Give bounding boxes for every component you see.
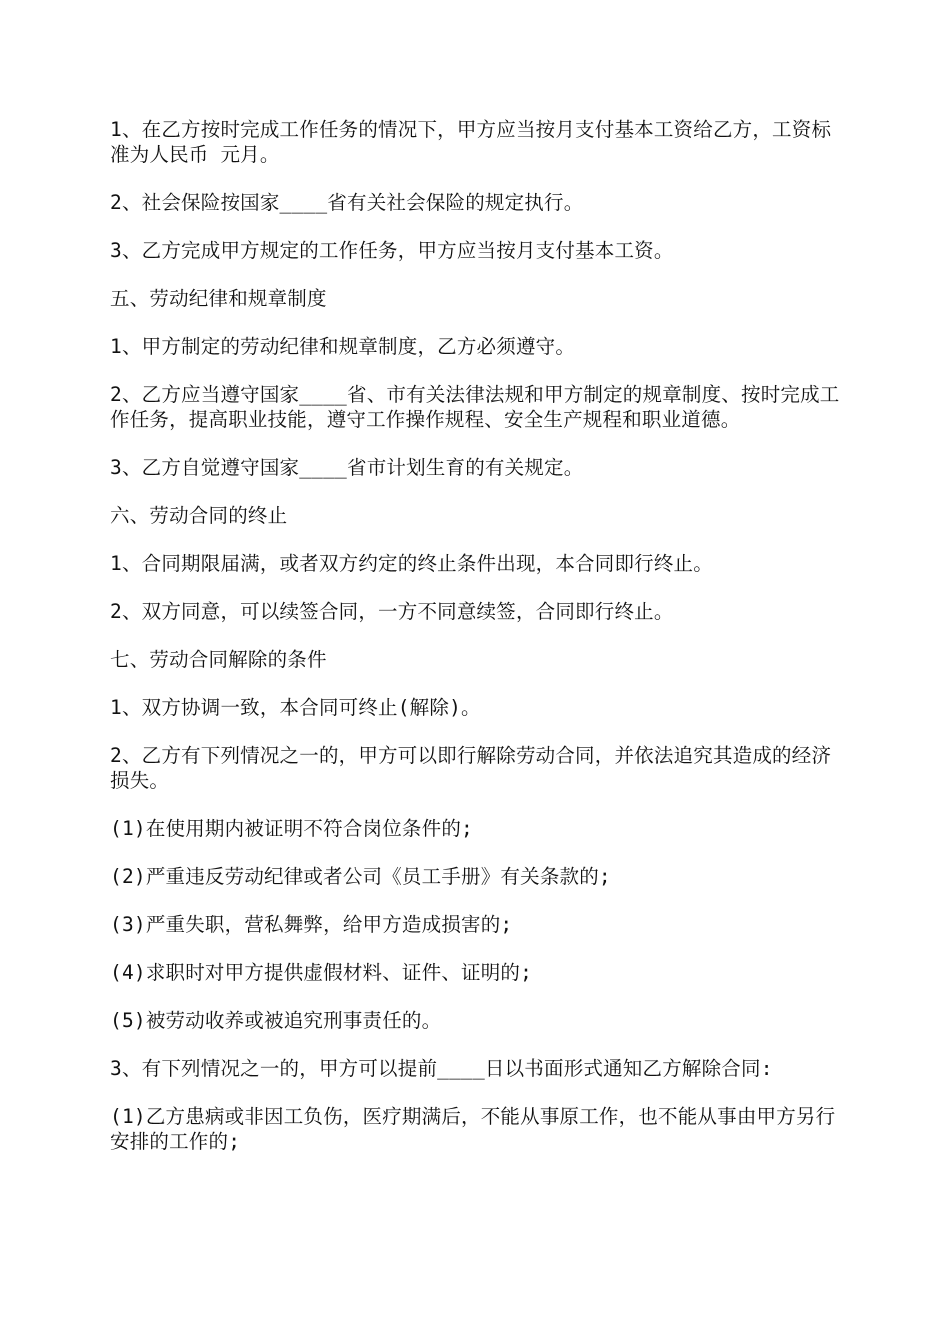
paragraph-discipline-1: 1、甲方制定的劳动纪律和规章制度，乙方必须遵守。 <box>110 335 576 358</box>
section-heading-discipline: 五、劳动纪律和规章制度 <box>110 287 327 310</box>
paragraph-termination-1: 1、合同期限届满，或者双方约定的终止条件出现，本合同即行终止。 <box>110 552 713 575</box>
section-heading-termination: 六、劳动合同的终止 <box>110 504 288 527</box>
paragraph-rescission-1: 1、双方协调一致，本合同可终止(解除)。 <box>110 696 481 719</box>
document-body <box>110 117 845 1177</box>
paragraph-rescission-2: 2、乙方有下列情况之一的，甲方可以即行解除劳动合同，并依法追究其造成的经济损失。 <box>110 744 832 792</box>
section-heading-rescission: 七、劳动合同解除的条件 <box>110 648 327 671</box>
paragraph-discipline-3: 3、乙方自觉遵守国家____省市计划生育的有关规定。 <box>110 456 584 479</box>
paragraph-termination-2: 2、双方同意，可以续签合同，一方不同意续签，合同即行终止。 <box>110 600 674 623</box>
list-item-notice-a: (1)乙方患病或非因工负伤，医疗期满后，不能从事原工作，也不能从事由甲方另行安排的工作的; <box>110 1105 836 1153</box>
paragraph-wage: 1、在乙方按时完成工作任务的情况下，甲方应当按月支付基本工资给乙方，工资标准为人民币 元月。 <box>110 118 832 166</box>
paragraph-rescission-3: 3、有下列情况之一的，甲方可以提前____日以书面形式通知乙方解除合同: <box>110 1057 773 1080</box>
list-item-rescission-b: (2)严重违反劳动纪律或者公司《员工手册》有关条款的; <box>110 865 611 888</box>
paragraph-basic-salary: 3、乙方完成甲方规定的工作任务，甲方应当按月支付基本工资。 <box>110 239 674 262</box>
paragraph-social-insurance: 2、社会保险按国家____省有关社会保险的规定执行。 <box>110 191 584 214</box>
paragraph-discipline-2: 2、乙方应当遵守国家____省、市有关法律法规和甲方制定的规章制度、按时完成工作任务，提高职业技能，遵守工作操作规程、安全生产规程和职业道德。 <box>110 383 840 431</box>
list-item-rescission-a: (1)在使用期内被证明不符合岗位条件的; <box>110 817 473 840</box>
list-item-rescission-d: (4)求职时对甲方提供虚假材料、证件、证明的; <box>110 961 533 984</box>
list-item-rescission-c: (3)严重失职，营私舞弊，给甲方造成损害的; <box>110 913 513 936</box>
list-item-rescission-e: (5)被劳动收养或被追究刑事责任的。 <box>110 1009 442 1032</box>
